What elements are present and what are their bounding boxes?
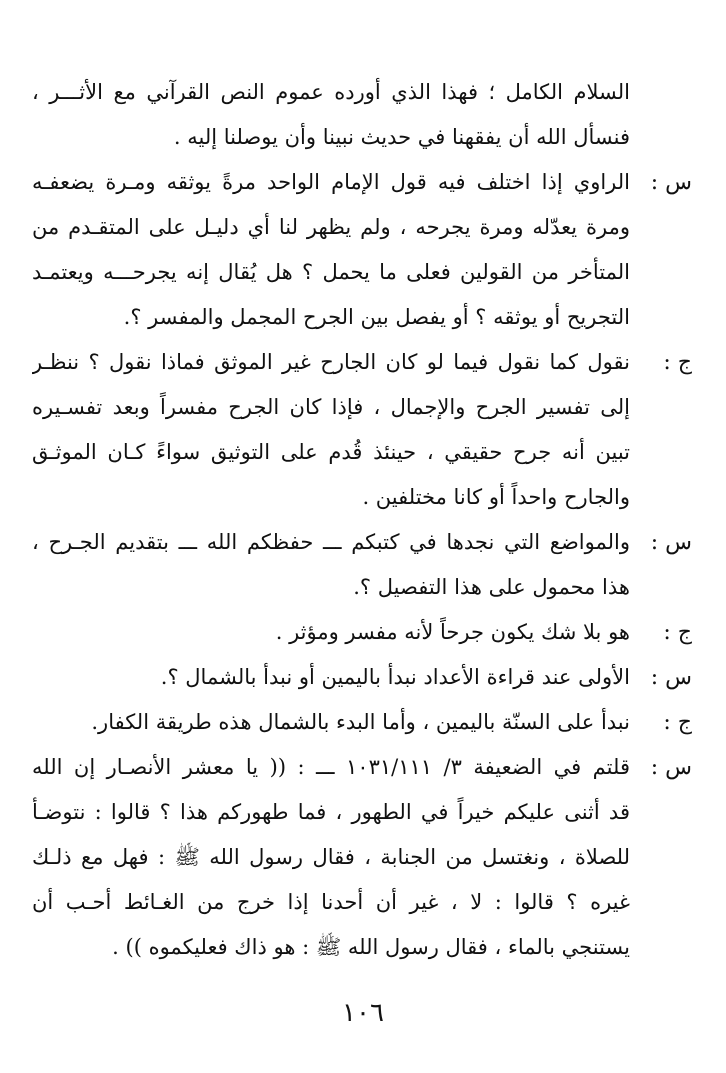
text-line: نبدأ على السنّة باليمين ، وأما البدء بالشمال هذه طريقة الكفار. <box>91 710 630 734</box>
text-line: المتأخر من القولين فعلى ما يحمل ؟ هل يُقال إنه يجرحـــه ويعتمـد <box>32 260 630 284</box>
text-line: للصلاة ، ونغتسل من الجنابة ، فقال رسول الله ﷺ : فهل مع ذلـك <box>32 845 630 869</box>
answer-text <box>32 340 630 520</box>
question-marker: س : <box>650 170 692 195</box>
question-block <box>32 520 692 610</box>
text-line: والمواضع التي نجدها في كتبكم ـــ حفظكم الله ـــ بتقديم الجـرح ، <box>32 530 630 554</box>
text-line: إلى تفسير الجرح والإجمال ، فإذا كان الجرح مفسراً وبعد تفسـيره <box>32 395 630 419</box>
text-line: قلتم في الضعيفة ٣/ ١٠٣١/١١١ ـــ : (( يا معشر الأنصـار إن الله <box>32 755 630 779</box>
question-text <box>32 745 630 970</box>
text-line: فنسأل الله أن يفقهنا في حديث نبينا وأن يوصلنا إليه . <box>173 125 630 149</box>
text-line: الأولى عند قراءة الأعداد نبدأ باليمين أو نبدأ بالشمال ؟. <box>160 665 630 689</box>
question-block <box>32 745 692 970</box>
text-line: نقول كما نقول فيما لو كان الجارح غير الموثق فماذا نقول ؟ ننظـر <box>32 350 630 374</box>
text-line: تبين أنه جرح حقيقي ، حينئذ قُدم على التوثيق سواءً كـان الموثـق <box>32 440 630 464</box>
text-line: هذا محمول على هذا التفصيل ؟. <box>353 575 630 599</box>
answer-marker: ج : <box>663 350 692 375</box>
question-text <box>32 160 630 340</box>
answer-block <box>32 610 692 655</box>
text-line: والجارح واحداً أو كانا مختلفين . <box>362 485 630 509</box>
page-body <box>32 70 692 970</box>
answer-text <box>32 610 630 655</box>
question-marker: س : <box>650 665 692 690</box>
question-marker: س : <box>650 755 692 780</box>
question-text <box>32 655 630 700</box>
text-line: السلام الكامل ؛ فهذا الذي أورده عموم النص القرآني مع الأثـــر ، <box>32 80 630 104</box>
question-marker: س : <box>650 530 692 555</box>
text-line: التجريح أو يوثقه ؟ أو يفصل بين الجرح المجمل والمفسر ؟. <box>123 305 630 329</box>
text-line: ومرة يعدّله ومرة يجرحه ، ولم يظهر لنا أي دليـل على المتقـدم من <box>32 215 630 239</box>
block-text <box>32 70 630 160</box>
answer-block <box>32 340 692 520</box>
answer-marker: ج : <box>663 710 692 735</box>
intro-paragraph <box>32 70 692 160</box>
text-line: الراوي إذا اختلف فيه قول الإمام الواحد مرةً يوثقه ومـرة يضعفـه <box>32 170 630 194</box>
text-line: غيره ؟ قالوا : لا ، غير أن أحدنا إذا خرج من الغـائط أحـب أن <box>32 890 630 914</box>
question-block <box>32 160 692 340</box>
text-line: هو بلا شك يكون جرحاً لأنه مفسر ومؤثر . <box>275 620 630 644</box>
answer-marker: ج : <box>663 620 692 645</box>
page-number: ١٠٦ <box>342 998 384 1028</box>
answer-text <box>32 700 630 745</box>
text-line: يستنجي بالماء ، فقال رسول الله ﷺ : هو ذاك فعليكموه )) . <box>112 935 630 959</box>
answer-block <box>32 700 692 745</box>
question-text <box>32 520 630 610</box>
text-line: قد أثنى عليكم خيراً في الطهور ، فما طهوركم هذا ؟ قالوا : نتوضـأ <box>32 800 630 824</box>
question-block <box>32 655 692 700</box>
